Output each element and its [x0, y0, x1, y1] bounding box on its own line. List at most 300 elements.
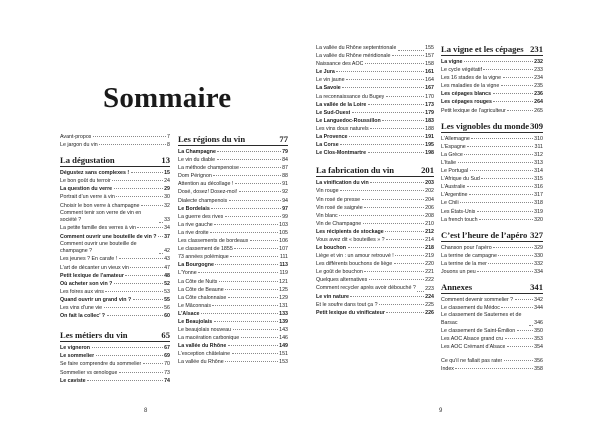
toc-entry	[60, 133, 170, 141]
dot-leader	[130, 267, 162, 268]
toc-entry	[441, 268, 543, 276]
dot-leader	[503, 77, 533, 78]
toc-entry	[441, 244, 543, 252]
toc-entry-page: 73	[164, 369, 170, 376]
dot-leader	[460, 202, 532, 203]
toc-entry-label: Petit lexique de l’agriculteur	[441, 107, 506, 114]
toc-entry	[441, 216, 543, 224]
dot-leader	[481, 178, 532, 179]
toc-entry-label: La rive droite	[178, 229, 209, 236]
dot-leader	[493, 247, 533, 248]
dot-leader	[159, 222, 163, 223]
toc-entry-page: 146	[279, 335, 288, 342]
toc-entry-label: L’exception châtelaine	[178, 351, 231, 358]
toc-entry-label: La vallée de la Loire	[316, 101, 367, 108]
toc-entry-label: Le Sud-Ouest	[316, 109, 351, 116]
toc-entry-page: 320	[534, 216, 543, 223]
toc-entry-page: 34	[164, 225, 170, 232]
toc-entry	[178, 269, 288, 277]
dot-leader	[386, 96, 424, 97]
toc-entry-page: 350	[534, 328, 543, 335]
dot-leader	[464, 61, 533, 62]
left-page-number: 8	[144, 408, 148, 414]
toc-entry-page: 342	[534, 297, 543, 304]
toc-entry-label: Naissance des AOC	[316, 61, 364, 68]
dot-leader	[350, 296, 423, 297]
toc-entry	[178, 148, 288, 156]
toc-entry	[316, 179, 434, 187]
toc-entry-page: 88	[282, 173, 288, 180]
dot-leader	[125, 275, 162, 276]
toc-entry-page: 313	[534, 159, 543, 166]
toc-entry	[60, 360, 170, 368]
toc-entry-label: Les cépages rouges	[441, 99, 492, 106]
dot-leader	[92, 347, 163, 348]
dot-leader	[455, 368, 532, 369]
toc-entry-label: Le Jura	[316, 69, 335, 76]
toc-column-2	[178, 134, 288, 367]
toc-entry-page: 15	[164, 170, 170, 177]
toc-entry-page: 224	[425, 293, 434, 300]
dot-leader	[241, 337, 278, 338]
toc-entry	[316, 141, 434, 149]
toc-entry	[441, 167, 543, 175]
dot-leader	[505, 338, 533, 339]
dot-leader	[225, 289, 278, 290]
toc-entry	[441, 58, 543, 66]
section-page: 201	[421, 165, 434, 176]
metiers-list	[60, 344, 170, 384]
toc-entry	[178, 253, 288, 261]
toc-entry	[60, 272, 170, 280]
toc-entry-label: Les maladies de la vigne	[441, 83, 500, 90]
dot-leader	[379, 304, 424, 305]
toc-entry-label: La vinification du vin	[316, 180, 369, 187]
toc-entry-page: 32	[164, 202, 170, 209]
toc-entry-page: 30	[164, 194, 170, 201]
toc-entry-label: Le cycle végétatif	[441, 67, 482, 74]
dot-leader	[370, 182, 423, 183]
degustation-list	[60, 169, 170, 320]
toc-entry	[178, 294, 288, 302]
toc-entry-label: La vallée du Rhône	[178, 359, 224, 366]
toc-entry-page: 105	[279, 229, 288, 236]
toc-entry-label: Le Languedoc-Roussillon	[316, 117, 381, 124]
toc-entry-page: 314	[534, 168, 543, 175]
dot-leader	[469, 194, 533, 195]
section-heading-regions	[178, 134, 288, 146]
dot-leader	[477, 211, 533, 212]
dot-leader	[211, 208, 280, 209]
vignobles-list	[441, 135, 543, 224]
toc-entry-page: 67	[164, 345, 170, 352]
toc-entry	[316, 285, 434, 293]
toc-entry	[60, 312, 170, 320]
toc-entry-page: 346	[534, 319, 543, 326]
toc-entry-page: 220	[425, 261, 434, 268]
toc-entry-page: 94	[282, 197, 288, 204]
toc-entry-label: Dialecte champenois	[178, 197, 228, 204]
toc-entry-label: Les États-Unis	[441, 208, 476, 215]
section-heading-fabrication	[316, 165, 434, 177]
toc-entry-label: La Champagne	[178, 149, 216, 155]
toc-entry-page: 226	[425, 309, 434, 316]
right-page-number: 9	[439, 408, 443, 414]
toc-entry	[441, 183, 543, 191]
dot-leader	[352, 112, 424, 113]
dot-leader	[93, 136, 166, 137]
toc-entry-label: Le caviste	[60, 377, 86, 384]
dot-leader	[365, 63, 424, 64]
toc-entry-label: La terrine de campagne	[441, 252, 497, 259]
dot-leader	[483, 69, 532, 70]
dot-leader	[225, 361, 278, 362]
toc-entry	[178, 342, 288, 350]
dot-leader	[230, 256, 278, 257]
toc-entry	[178, 205, 288, 213]
toc-entry-label: Vin rouge	[316, 188, 339, 195]
dot-leader	[114, 283, 163, 284]
toc-entry	[178, 278, 288, 286]
toc-entry	[441, 159, 543, 167]
toc-entry-label: L’Australie	[441, 184, 466, 191]
toc-entry-label: Le bouchon	[316, 245, 347, 252]
dot-leader	[217, 159, 281, 160]
dot-leader	[131, 172, 163, 173]
dot-leader	[87, 380, 162, 381]
dot-leader	[488, 263, 532, 264]
dot-leader	[96, 355, 163, 356]
dot-leader	[458, 162, 533, 163]
toc-entry	[316, 293, 434, 301]
toc-entry-page: 149	[279, 343, 288, 350]
toc-entry-label: La guerre des rives	[178, 213, 224, 220]
toc-entry-page: 353	[534, 336, 543, 343]
toc-entry-page: 107	[279, 246, 288, 253]
toc-entry	[316, 101, 434, 109]
dot-leader	[112, 180, 162, 181]
section-title: Les vignobles du monde	[441, 120, 530, 131]
toc-entry-page: 84	[282, 157, 288, 164]
toc-entry-label: Les vins doux naturels	[316, 125, 369, 132]
toc-entry-page: 208	[425, 212, 434, 219]
toc-entry-label: La terrine de la mer	[441, 260, 487, 267]
toc-entry-page: 48	[164, 272, 170, 279]
dot-leader	[346, 79, 424, 80]
toc-entry-label: Les cépages blancs	[441, 91, 492, 98]
toc-entry-page: 204	[425, 196, 434, 203]
section-heading-annexes	[441, 282, 543, 294]
dot-leader	[143, 363, 163, 364]
toc-entry	[178, 229, 288, 237]
toc-entry-page: 221	[425, 269, 434, 276]
toc-entry	[178, 245, 288, 253]
dot-leader	[394, 263, 424, 264]
toc-entry-label: Ce qu’il ne fallait pas rater	[441, 358, 503, 365]
toc-entry-label: Dosé, dosez! Dosez-moi!	[178, 189, 238, 196]
dot-leader	[342, 87, 423, 88]
toc-entry	[178, 334, 288, 342]
toc-entry-label: La vallée du Rhône méridionale	[316, 53, 391, 60]
toc-entry-page: 203	[425, 180, 434, 187]
toc-entry-label: Le Beaujolais	[178, 318, 213, 325]
dot-leader	[501, 85, 533, 86]
dot-leader	[336, 71, 423, 72]
dot-leader	[234, 248, 277, 249]
toc-entry-label: La Grèce	[441, 151, 463, 158]
toc-entry-page: 222	[425, 277, 434, 284]
toc-entry-label: Jouons un peu	[441, 268, 476, 275]
toc-entry	[60, 210, 170, 225]
dot-leader	[395, 255, 423, 256]
toc-entry	[316, 309, 434, 317]
dot-leader	[340, 190, 424, 191]
dot-leader	[228, 345, 278, 346]
toc-column-1	[60, 133, 170, 385]
toc-entry	[178, 350, 288, 358]
toc-entry-page: 33	[164, 217, 170, 224]
toc-entry-label: Les AOC Crémant d’Alsace	[441, 344, 506, 351]
section-title: La dégustation	[60, 155, 115, 166]
toc-entry-label: Les AOC Alsace grand cru	[441, 336, 504, 343]
dot-leader	[493, 101, 532, 102]
toc-entry-label: La Savoie	[316, 85, 341, 92]
dot-leader	[219, 281, 278, 282]
toc-entry-label: Le jargon du vin	[60, 142, 98, 149]
toc-entry	[178, 286, 288, 294]
toc-entry-label: Comment tenir son verre de vin en société ?	[60, 209, 142, 224]
toc-entry	[316, 76, 434, 84]
dot-leader	[493, 93, 533, 94]
toc-entry-label: Le Clos-Montmartre	[316, 150, 367, 157]
toc-entry-label: La vigne	[441, 59, 463, 65]
toc-entry-page: 56	[164, 305, 170, 312]
toc-entry-label: La french touch	[441, 216, 478, 223]
toc-entry-page: 173	[425, 101, 434, 108]
dot-leader	[233, 329, 278, 330]
page-title: Sommaire	[103, 82, 232, 114]
regions-list	[178, 148, 288, 367]
dot-leader	[225, 216, 281, 217]
toc-entry-page: 158	[425, 61, 434, 68]
toc-entry-page: 53	[164, 288, 170, 295]
toc-entry-page: 312	[534, 151, 543, 158]
dot-leader	[99, 144, 165, 145]
dot-leader	[348, 247, 424, 248]
dot-leader	[517, 330, 533, 331]
toc-entry-page: 161	[425, 69, 434, 76]
toc-entry-page: 70	[164, 361, 170, 368]
toc-entry-page: 232	[534, 59, 543, 65]
toc-entry-label: Comment devenir sommelier ?	[441, 297, 514, 304]
annexes-list	[441, 296, 543, 351]
toc-entry-page: 344	[534, 305, 543, 312]
toc-entry	[178, 164, 288, 172]
toc-entry	[316, 109, 434, 117]
toc-entry-label: Le classement de 1855	[178, 246, 233, 253]
toc-entry-label: La Côte de Beaune	[178, 286, 224, 293]
toc-entry-page: 29	[164, 186, 170, 193]
toc-entry-page: 179	[425, 109, 434, 116]
toc-entry-label: Le goût de bouchon	[316, 269, 363, 276]
toc-entry-page: 225	[425, 301, 434, 308]
toc-entry	[316, 149, 434, 157]
toc-entry	[60, 288, 170, 296]
toc-entry	[316, 52, 434, 60]
toc-entry	[316, 204, 434, 212]
toc-entry	[441, 335, 543, 343]
dot-leader	[470, 170, 533, 171]
toc-entry-page: 103	[279, 221, 288, 228]
toc-entry-label: Les différents bouchons de liège	[316, 261, 393, 268]
toc-entry-label: La vallée du Rhône septentrionale	[316, 44, 397, 51]
dot-leader	[228, 297, 278, 298]
toc-entry-label: Vin blanc	[316, 212, 338, 219]
toc-entry-label: Les foires aux vins	[60, 288, 104, 295]
toc-entry-page: 153	[279, 359, 288, 366]
section-heading-vignobles	[441, 121, 543, 133]
fabrication-list	[316, 179, 434, 317]
dot-leader	[467, 186, 533, 187]
toc-entry-label: Comment recycler après avoir débouché ?	[316, 285, 416, 292]
dot-leader	[116, 196, 162, 197]
dot-leader	[240, 167, 280, 168]
dot-leader	[250, 240, 278, 241]
toc-entry	[316, 212, 434, 220]
toc-entry-label: Le vigneron	[60, 345, 91, 352]
toc-entry	[178, 188, 288, 196]
toc-entry	[441, 82, 543, 90]
toc-entry-page: 133	[279, 310, 288, 317]
toc-entry-label: Le Chili	[441, 200, 459, 207]
toc-entry-label: Le vin du diable	[178, 157, 216, 164]
toc-entry-label: Choisir le bon verre à champagne	[60, 202, 140, 209]
dot-leader	[386, 239, 424, 240]
toc-entry	[316, 196, 434, 204]
toc-entry-page: 315	[534, 176, 543, 183]
toc-entry	[441, 74, 543, 82]
dot-leader	[501, 307, 532, 308]
toc-entry-page: 170	[425, 93, 434, 100]
dot-leader	[477, 271, 532, 272]
toc-entry-label: Les 16 stades de la vigne	[441, 75, 502, 82]
toc-entry	[441, 260, 543, 268]
toc-entry-label: Chanson pour l’apéro	[441, 244, 492, 251]
toc-entry-label: Petit lexique de l’amateur	[60, 272, 124, 279]
toc-entry-label: Se faire comprendre du sommelier	[60, 361, 142, 368]
toc-entry-page: 8	[167, 142, 170, 149]
toc-entry-page: 55	[164, 296, 170, 303]
toc-entry	[441, 343, 543, 351]
dot-leader	[363, 223, 424, 224]
dot-leader	[119, 258, 163, 259]
toc-entry-page: 311	[534, 143, 543, 150]
toc-entry	[316, 84, 434, 92]
toc-entry-label: Le vin jaune	[316, 77, 345, 84]
toc-entry-page: 264	[534, 99, 543, 106]
dot-leader	[349, 136, 424, 137]
dot-leader	[529, 325, 533, 326]
section-heading-metiers	[60, 330, 170, 342]
toc-entry-page: 318	[534, 200, 543, 207]
toc-entry	[441, 312, 543, 327]
dot-leader	[215, 264, 278, 265]
vigne-list	[441, 58, 543, 115]
toc-entry-label: La Côte chalonnaise	[178, 294, 227, 301]
dot-leader	[119, 372, 163, 373]
toc-entry	[441, 208, 543, 216]
toc-entry-page: 334	[534, 268, 543, 275]
toc-entry-label: On fait la collec’ ?	[60, 313, 106, 320]
toc-entry	[316, 276, 434, 284]
toc-entry-page: 74	[164, 377, 170, 384]
toc-entry-page: 87	[282, 165, 288, 172]
section-title: Les régions du vin	[178, 134, 246, 144]
toc-entry-label: Avant-propos	[60, 134, 92, 140]
toc-entry	[178, 172, 288, 180]
dot-leader	[467, 146, 533, 147]
toc-entry	[441, 327, 543, 335]
toc-entry-page: 330	[534, 252, 543, 259]
toc-entry-page: 167	[425, 85, 434, 92]
toc-entry-label: Le Portugal	[441, 168, 469, 175]
dot-leader	[235, 183, 281, 184]
toc-entry	[178, 310, 288, 318]
toc-entry-page: 354	[534, 344, 543, 351]
toc-entry-page: 212	[425, 228, 434, 235]
toc-entry-label: L’Argentine	[441, 192, 468, 199]
section-page: 13	[161, 155, 170, 166]
toc-entry	[441, 296, 543, 304]
section-title: Les métiers du vin	[60, 330, 128, 341]
toc-entry-label: Index	[441, 366, 454, 373]
toc-entry-page: 121	[279, 278, 288, 285]
toc-entry-page: 139	[279, 318, 288, 325]
toc-entry-label: Dom Pérignon	[178, 173, 212, 180]
dot-leader	[385, 231, 423, 232]
toc-entry-page: 52	[164, 280, 170, 287]
toc-entry	[60, 193, 170, 201]
toc-entry	[316, 125, 434, 133]
toc-entry-label: L’Alsace	[178, 310, 200, 317]
toc-entry	[178, 302, 288, 310]
toc-entry-page: 236	[534, 91, 543, 98]
toc-entry-label: La Corse	[316, 142, 339, 149]
toc-entry-label: Le Bordelais	[178, 205, 210, 212]
toc-entry	[316, 252, 434, 260]
dot-leader	[105, 291, 162, 292]
toc-entry	[60, 169, 170, 177]
dot-leader	[507, 346, 533, 347]
toc-entry-page: 151	[279, 351, 288, 358]
toc-entry	[316, 301, 434, 309]
toc-entry	[441, 199, 543, 207]
toc-entry-page: 69	[164, 353, 170, 360]
toc-entry-label: Le classement du Médoc	[441, 305, 500, 312]
toc-entry-page: 206	[425, 204, 434, 211]
toc-entry-label: La Provence	[316, 134, 348, 141]
section-page: 309	[530, 120, 543, 131]
toc-entry-label: La rive gauche	[178, 221, 213, 228]
toc-entry-page: 218	[425, 245, 434, 252]
dot-leader	[364, 207, 423, 208]
dot-leader	[158, 236, 163, 237]
dot-leader	[239, 191, 281, 192]
section-title: La vigne et les cépages	[441, 44, 524, 54]
section-page: 65	[161, 330, 170, 341]
toc-entry	[316, 117, 434, 125]
toc-entry	[316, 244, 434, 252]
